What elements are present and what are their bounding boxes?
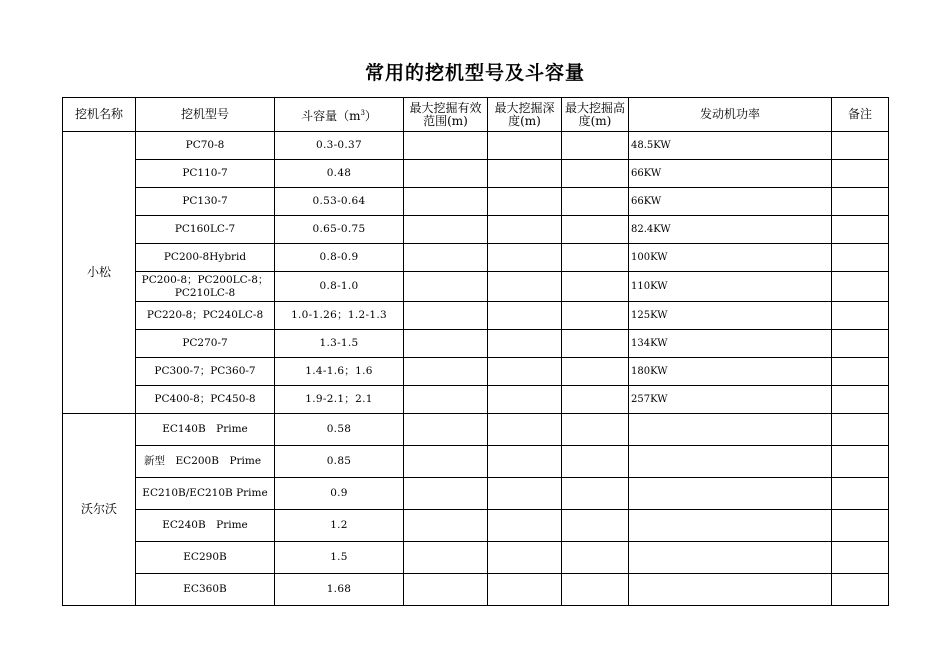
- table-row: [63, 216, 889, 244]
- depth-cell: [488, 574, 562, 606]
- power-cell: 257KW: [629, 386, 832, 414]
- capacity-cell: 0.58: [275, 414, 404, 446]
- height-cell: [562, 272, 629, 302]
- reach-cell: [404, 542, 488, 574]
- height-cell: [562, 216, 629, 244]
- table-row: [63, 478, 889, 510]
- note-cell: [832, 160, 889, 188]
- power-cell: 110KW: [629, 272, 832, 302]
- power-cell: 125KW: [629, 302, 832, 330]
- header-reach: 最大挖掘有效范围(m): [404, 98, 488, 132]
- height-cell: [562, 386, 629, 414]
- height-cell: [562, 160, 629, 188]
- model-cell: EC240B Prime: [136, 510, 275, 542]
- note-cell: [832, 244, 889, 272]
- header-brand: 挖机名称: [63, 98, 136, 132]
- table-row: [63, 386, 889, 414]
- reach-cell: [404, 446, 488, 478]
- model-cell: PC220-8；PC240LC-8: [136, 302, 275, 330]
- reach-cell: [404, 244, 488, 272]
- model-cell: EC140B Prime: [136, 414, 275, 446]
- height-cell: [562, 510, 629, 542]
- table-row: [63, 446, 889, 478]
- note-cell: [832, 386, 889, 414]
- capacity-cell: 1.3-1.5: [275, 330, 404, 358]
- height-cell: [562, 358, 629, 386]
- table-row: [63, 414, 889, 446]
- note-cell: [832, 302, 889, 330]
- power-cell: [629, 478, 832, 510]
- table-row: [63, 302, 889, 330]
- note-cell: [832, 446, 889, 478]
- power-cell: 66KW: [629, 188, 832, 216]
- capacity-cell: 0.65-0.75: [275, 216, 404, 244]
- header-capacity: [275, 98, 404, 132]
- power-cell: 82.4KW: [629, 216, 832, 244]
- depth-cell: [488, 510, 562, 542]
- height-cell: [562, 414, 629, 446]
- table-row: [63, 244, 889, 272]
- header-row: [63, 98, 889, 132]
- note-cell: [832, 574, 889, 606]
- table-row: [63, 132, 889, 160]
- capacity-cell: 1.9-2.1；2.1: [275, 386, 404, 414]
- depth-cell: [488, 542, 562, 574]
- table-row: [63, 358, 889, 386]
- reach-cell: [404, 302, 488, 330]
- table-row: [63, 574, 889, 606]
- depth-cell: [488, 132, 562, 160]
- header-depth: 最大挖掘深度(m): [488, 98, 562, 132]
- power-cell: 180KW: [629, 358, 832, 386]
- note-cell: [832, 216, 889, 244]
- depth-cell: [488, 330, 562, 358]
- reach-cell: [404, 574, 488, 606]
- capacity-cell: 0.48: [275, 160, 404, 188]
- model-cell: PC160LC-7: [136, 216, 275, 244]
- reach-cell: [404, 188, 488, 216]
- capacity-cell: 0.3-0.37: [275, 132, 404, 160]
- model-cell: EC290B: [136, 542, 275, 574]
- height-cell: [562, 302, 629, 330]
- header-note: 备注: [832, 98, 889, 132]
- reach-cell: [404, 510, 488, 542]
- model-cell: PC70-8: [136, 132, 275, 160]
- depth-cell: [488, 272, 562, 302]
- height-cell: [562, 478, 629, 510]
- note-cell: [832, 330, 889, 358]
- reach-cell: [404, 216, 488, 244]
- depth-cell: [488, 244, 562, 272]
- height-cell: [562, 244, 629, 272]
- capacity-cell: 0.8-0.9: [275, 244, 404, 272]
- model-cell: PC300-7；PC360-7: [136, 358, 275, 386]
- note-cell: [832, 510, 889, 542]
- capacity-cell: 0.53-0.64: [275, 188, 404, 216]
- header-model: 挖机型号: [136, 98, 275, 132]
- reach-cell: [404, 272, 488, 302]
- header-capacity-close: ）: [364, 108, 377, 123]
- header-power: 发动机功率: [629, 98, 832, 132]
- note-cell: [832, 478, 889, 510]
- model-cell: PC400-8；PC450-8: [136, 386, 275, 414]
- capacity-cell: 1.5: [275, 542, 404, 574]
- note-cell: [832, 132, 889, 160]
- depth-cell: [488, 446, 562, 478]
- brand-cell: 小松: [63, 132, 136, 414]
- power-cell: [629, 542, 832, 574]
- model-cell: PC200-8Hybrid: [136, 244, 275, 272]
- table-row: [63, 160, 889, 188]
- header-capacity-text: 斗容量（m: [301, 108, 361, 123]
- power-cell: [629, 510, 832, 542]
- capacity-cell: 1.2: [275, 510, 404, 542]
- depth-cell: [488, 160, 562, 188]
- reach-cell: [404, 386, 488, 414]
- model-cell: EC360B: [136, 574, 275, 606]
- depth-cell: [488, 216, 562, 244]
- power-cell: [629, 574, 832, 606]
- reach-cell: [404, 358, 488, 386]
- note-cell: [832, 188, 889, 216]
- table-row: [63, 272, 889, 302]
- table-row: [63, 542, 889, 574]
- model-cell: PC270-7: [136, 330, 275, 358]
- note-cell: [832, 272, 889, 302]
- depth-cell: [488, 478, 562, 510]
- model-cell: PC110-7: [136, 160, 275, 188]
- power-cell: [629, 446, 832, 478]
- height-cell: [562, 542, 629, 574]
- table-row: [63, 330, 889, 358]
- power-cell: 66KW: [629, 160, 832, 188]
- note-cell: [832, 542, 889, 574]
- power-cell: 100KW: [629, 244, 832, 272]
- power-cell: 48.5KW: [629, 132, 832, 160]
- model-cell: PC200-8；PC200LC-8；PC210LC-8: [136, 272, 275, 302]
- depth-cell: [488, 188, 562, 216]
- excavator-table: [62, 97, 889, 606]
- power-cell: 134KW: [629, 330, 832, 358]
- depth-cell: [488, 386, 562, 414]
- depth-cell: [488, 302, 562, 330]
- power-cell: [629, 414, 832, 446]
- height-cell: [562, 188, 629, 216]
- reach-cell: [404, 330, 488, 358]
- depth-cell: [488, 414, 562, 446]
- height-cell: [562, 574, 629, 606]
- capacity-cell: 1.0-1.26；1.2-1.3: [275, 302, 404, 330]
- reach-cell: [404, 414, 488, 446]
- model-cell: PC130-7: [136, 188, 275, 216]
- capacity-cell: 0.9: [275, 478, 404, 510]
- height-cell: [562, 330, 629, 358]
- capacity-cell: 1.4-1.6；1.6: [275, 358, 404, 386]
- note-cell: [832, 414, 889, 446]
- model-cell: EC210B/EC210B Prime: [136, 478, 275, 510]
- table-row: [63, 188, 889, 216]
- reach-cell: [404, 160, 488, 188]
- page-title: 常用的挖机型号及斗容量: [364, 62, 585, 84]
- depth-cell: [488, 358, 562, 386]
- brand-cell: 沃尔沃: [63, 414, 136, 606]
- header-capacity-sup: 3: [360, 108, 365, 117]
- table-row: [63, 510, 889, 542]
- model-cell: 新型 EC200B Prime: [136, 446, 275, 478]
- capacity-cell: 0.8-1.0: [275, 272, 404, 302]
- capacity-cell: 0.85: [275, 446, 404, 478]
- reach-cell: [404, 478, 488, 510]
- height-cell: [562, 132, 629, 160]
- capacity-cell: 1.68: [275, 574, 404, 606]
- reach-cell: [404, 132, 488, 160]
- note-cell: [832, 358, 889, 386]
- header-height: 最大挖掘高度(m): [562, 98, 629, 132]
- height-cell: [562, 446, 629, 478]
